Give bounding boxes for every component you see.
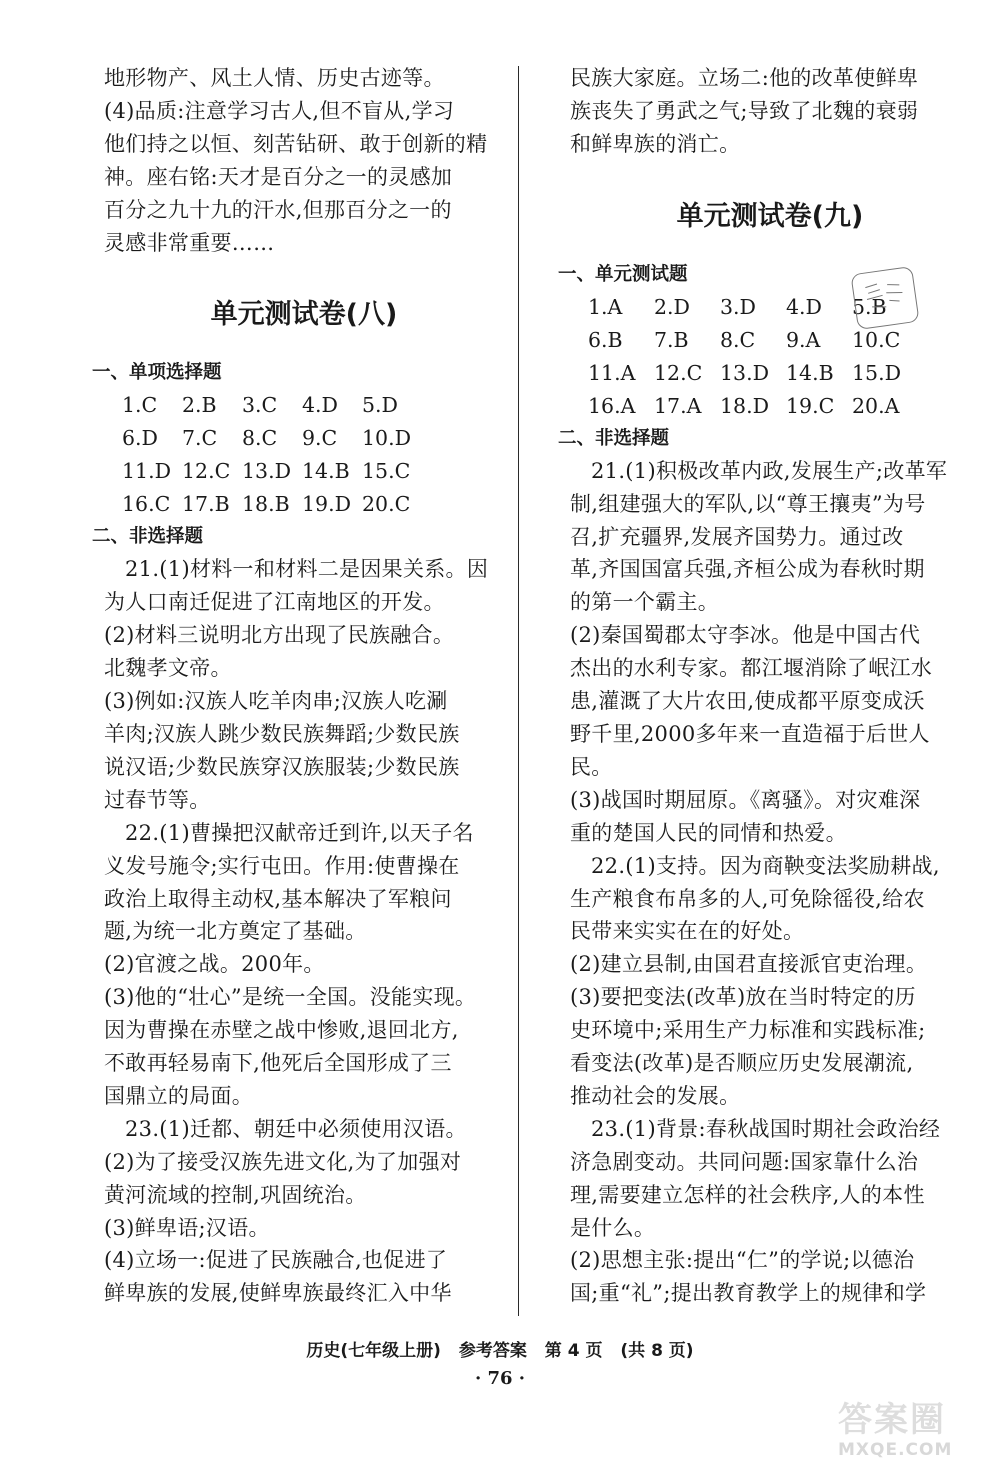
left-answer: 18.B (242, 492, 290, 517)
left-answer-grid (104, 389, 504, 521)
left-answer: 17.B (182, 492, 230, 517)
right-answer: 1.A (588, 294, 623, 319)
left-body-line: 过春节等。 (104, 787, 211, 812)
left-body-line: 北魏孝文帝。 (104, 656, 232, 681)
right-intro-line: 族丧失了勇武之气;导致了北魏的衰弱 (570, 98, 919, 123)
watermark-bottom: MXQE.COM (838, 1440, 953, 1460)
right-body-line: 召,扩充疆界,发展齐国势力。通过改 (570, 524, 904, 549)
left-answer: 15.C (362, 459, 411, 484)
left-body-line: (3)他的“壮心”是统一全国。没能实现。 (104, 985, 477, 1010)
left-body-line: 因为曹操在赤壁之战中惨败,退回北方, (104, 1018, 459, 1043)
watermark-logo (838, 1400, 988, 1460)
left-body-line: 羊肉;汉族人跳少数民族舞蹈;少数民族 (104, 721, 460, 746)
right-body-line: 生产粮食布帛多的人,可免除徭役,给农 (570, 886, 925, 911)
right-answer: 6.B (588, 327, 623, 352)
right-answer: 19.C (786, 393, 835, 418)
right-section-unit-test: 一、单元测试题 (558, 263, 688, 285)
left-answer: 4.D (302, 393, 338, 418)
left-answer-row (104, 422, 504, 455)
right-body-line: 史环境中;采用生产力标准和实践标准; (570, 1018, 926, 1043)
left-body-line: (3)鲜卑语;汉语。 (104, 1215, 270, 1240)
left-intro-line: (4)品质:注意学习古人,但不盲从,学习 (104, 98, 455, 123)
right-answer: 13.D (720, 360, 770, 385)
right-body-line: 制,组建强大的军队,以“尊王攘夷”为号 (570, 491, 926, 516)
left-body-line: (3)例如:汉族人吃羊肉串;汉族人吃涮 (104, 689, 448, 714)
left-intro-line: 他们持之以恒、刻苦钻研、敢于创新的精 (104, 131, 488, 156)
page-number: · 76 · (474, 1368, 526, 1389)
left-body-line: 义发号施令;实行屯田。作用:使曹操在 (104, 853, 460, 878)
right-body-line: (2)秦国蜀郡太守李冰。他是中国古代 (570, 623, 921, 648)
right-body-line: (2)思想主张:提出“仁”的学说;以德治 (570, 1248, 915, 1273)
left-body-line: 题,为统一北方奠定了基础。 (104, 919, 367, 944)
left-column (92, 62, 504, 1310)
right-answer: 3.D (720, 294, 756, 319)
left-answer: 19.D (302, 492, 352, 517)
left-body-line: 鲜卑族的发展,使鲜卑族最终汇入中华 (104, 1281, 452, 1306)
right-answer: 2.D (654, 294, 690, 319)
left-answer: 20.C (362, 492, 411, 517)
left-answer: 12.C (182, 459, 231, 484)
right-body-line: 患,灌溉了大片农田,使成都平原变成沃 (570, 689, 925, 714)
right-body-line: 21.(1)积极改革内政,发展生产;改革军 (591, 458, 948, 483)
right-answer: 15.D (852, 360, 902, 385)
watermark-top: 答案圈 (838, 1400, 946, 1440)
left-answer: 3.C (242, 393, 278, 418)
left-body-text (104, 553, 504, 1310)
unit-test-8-heading: 单元测试卷(八) (210, 299, 398, 331)
right-column (558, 62, 970, 1310)
left-body-line: (2)为了接受汉族先进文化,为了加强对 (104, 1149, 462, 1174)
page-footer (0, 1336, 1000, 1361)
right-answer: 12.C (654, 360, 703, 385)
right-answer: 8.C (720, 327, 756, 352)
left-body-line: 政治上取得主动权,基本解决了军粮问 (104, 886, 452, 911)
left-intro-line: 灵感非常重要…… (104, 230, 275, 255)
footer-label: 参考答案 (458, 1341, 527, 1361)
right-answer: 17.A (654, 393, 702, 418)
left-answer: 11.D (122, 459, 172, 484)
left-answer: 5.D (362, 393, 398, 418)
right-answer: 10.C (852, 327, 901, 352)
footer-subject: 历史(七年级上册) (306, 1341, 441, 1361)
right-answer: 18.D (720, 393, 770, 418)
left-body-line: 23.(1)迁都、朝廷中必须使用汉语。 (125, 1116, 467, 1141)
right-section-non-choice: 二、非选择题 (558, 427, 670, 449)
left-body-line: (2)材料三说明北方出现了民族融合。 (104, 623, 455, 648)
left-answer: 8.C (242, 426, 278, 451)
right-body-line: 革,齐国国富兵强,齐桓公成为春秋时期 (570, 557, 925, 582)
left-body-line: 为人口南迁促进了江南地区的开发。 (104, 590, 445, 615)
footer-page: 第 4 页 (544, 1341, 603, 1361)
right-body-line: (2)建立县制,由国君直接派官吏治理。 (570, 952, 928, 977)
left-section-non-choice: 二、非选择题 (92, 526, 204, 548)
right-body-line: 国;重“礼”;提出教育教学上的规律和学 (570, 1281, 927, 1306)
left-intro-line: 神。座右铭:天才是百分之一的灵感加 (104, 164, 453, 189)
right-body-line: 推动社会的发展。 (570, 1083, 741, 1108)
right-body-line: (3)战国时期屈原。《离骚》。对灾难深 (570, 787, 921, 812)
column-divider (518, 66, 519, 1316)
right-body-line: 理,需要建立怎样的社会秩序,人的本性 (570, 1182, 925, 1207)
left-body-line: 说汉语;少数民族穿汉族服装;少数民族 (104, 754, 460, 779)
left-intro-line: 百分之九十九的汗水,但那百分之一的 (104, 197, 452, 222)
left-body-line: 黄河流域的控制,巩固统治。 (104, 1182, 367, 1207)
left-answer: 2.B (182, 393, 217, 418)
left-answer: 7.C (182, 426, 218, 451)
right-answer: 9.A (786, 327, 821, 352)
unit-test-9-heading: 单元测试卷(九) (676, 200, 864, 232)
left-intro-text (104, 62, 504, 259)
right-answer: 5.B (852, 294, 887, 319)
right-body-line: 野千里,2000多年来一直造福于后世人 (570, 721, 930, 746)
right-answer: 14.B (786, 360, 834, 385)
right-body-line: 重的楚国人民的同情和热爱。 (570, 820, 847, 845)
left-body-line: (2)官渡之战。200年。 (104, 952, 325, 977)
right-answer: 11.A (588, 360, 636, 385)
stamp-image (850, 266, 919, 330)
right-body-line: 是什么。 (570, 1215, 656, 1240)
right-body-line: 22.(1)支持。因为商鞅变法奖励耕战, (591, 853, 940, 878)
right-body-line: 民。 (570, 754, 613, 779)
right-answer-row (570, 324, 970, 357)
footer-total: (共 8 页) (620, 1341, 694, 1361)
right-intro-line: 民族大家庭。立场二:他的改革使鲜卑 (570, 66, 919, 90)
right-answer: 20.A (852, 393, 900, 418)
right-body-line: 的第一个霸主。 (570, 590, 720, 615)
left-answer-row (104, 488, 504, 521)
left-answer: 13.D (242, 459, 292, 484)
left-answer-row (104, 455, 504, 488)
right-body-line: 济急剧变动。共同问题:国家靠什么治 (570, 1149, 919, 1174)
left-answer: 14.B (302, 459, 350, 484)
left-body-line: 22.(1)曹操把汉献帝迁到许,以天子名 (125, 820, 474, 845)
left-answer: 10.D (362, 426, 412, 451)
left-body-line: 21.(1)材料一和材料二是因果关系。因 (125, 557, 489, 582)
left-body-line: 国鼎立的局面。 (104, 1083, 254, 1108)
right-intro-text (570, 62, 970, 161)
left-body-line: 不敢再轻易南下,他死后全国形成了三 (104, 1051, 452, 1076)
right-body-text (570, 455, 970, 1311)
right-answer: 7.B (654, 327, 689, 352)
right-body-line: 民带来实实在在的好处。 (570, 919, 805, 944)
right-body-line: (3)要把变法(改革)放在当时特定的历 (570, 985, 916, 1010)
left-answer: 9.C (302, 426, 338, 451)
right-body-line: 杰出的水利专家。都江堰消除了岷江水 (570, 656, 933, 681)
right-answer: 16.A (588, 393, 636, 418)
right-body-line: 23.(1)背景:春秋战国时期社会政治经 (591, 1116, 941, 1141)
left-answer: 1.C (122, 393, 158, 418)
right-answer: 4.D (786, 294, 822, 319)
right-answer-row (570, 357, 970, 390)
left-answer-row (104, 389, 504, 422)
left-intro-line: 地形物产、风土人情、历史古迹等。 (104, 66, 445, 90)
left-answer: 16.C (122, 492, 171, 517)
right-intro-line: 和鲜卑族的消亡。 (570, 131, 741, 156)
right-body-line: 看变法(改革)是否顺应历史发展潮流, (570, 1051, 914, 1076)
left-body-line: (4)立场一:促进了民族融合,也促进了 (104, 1248, 448, 1273)
left-answer: 6.D (122, 426, 158, 451)
left-section-multiple-choice: 一、单项选择题 (92, 362, 222, 384)
right-answer-row (570, 390, 970, 423)
